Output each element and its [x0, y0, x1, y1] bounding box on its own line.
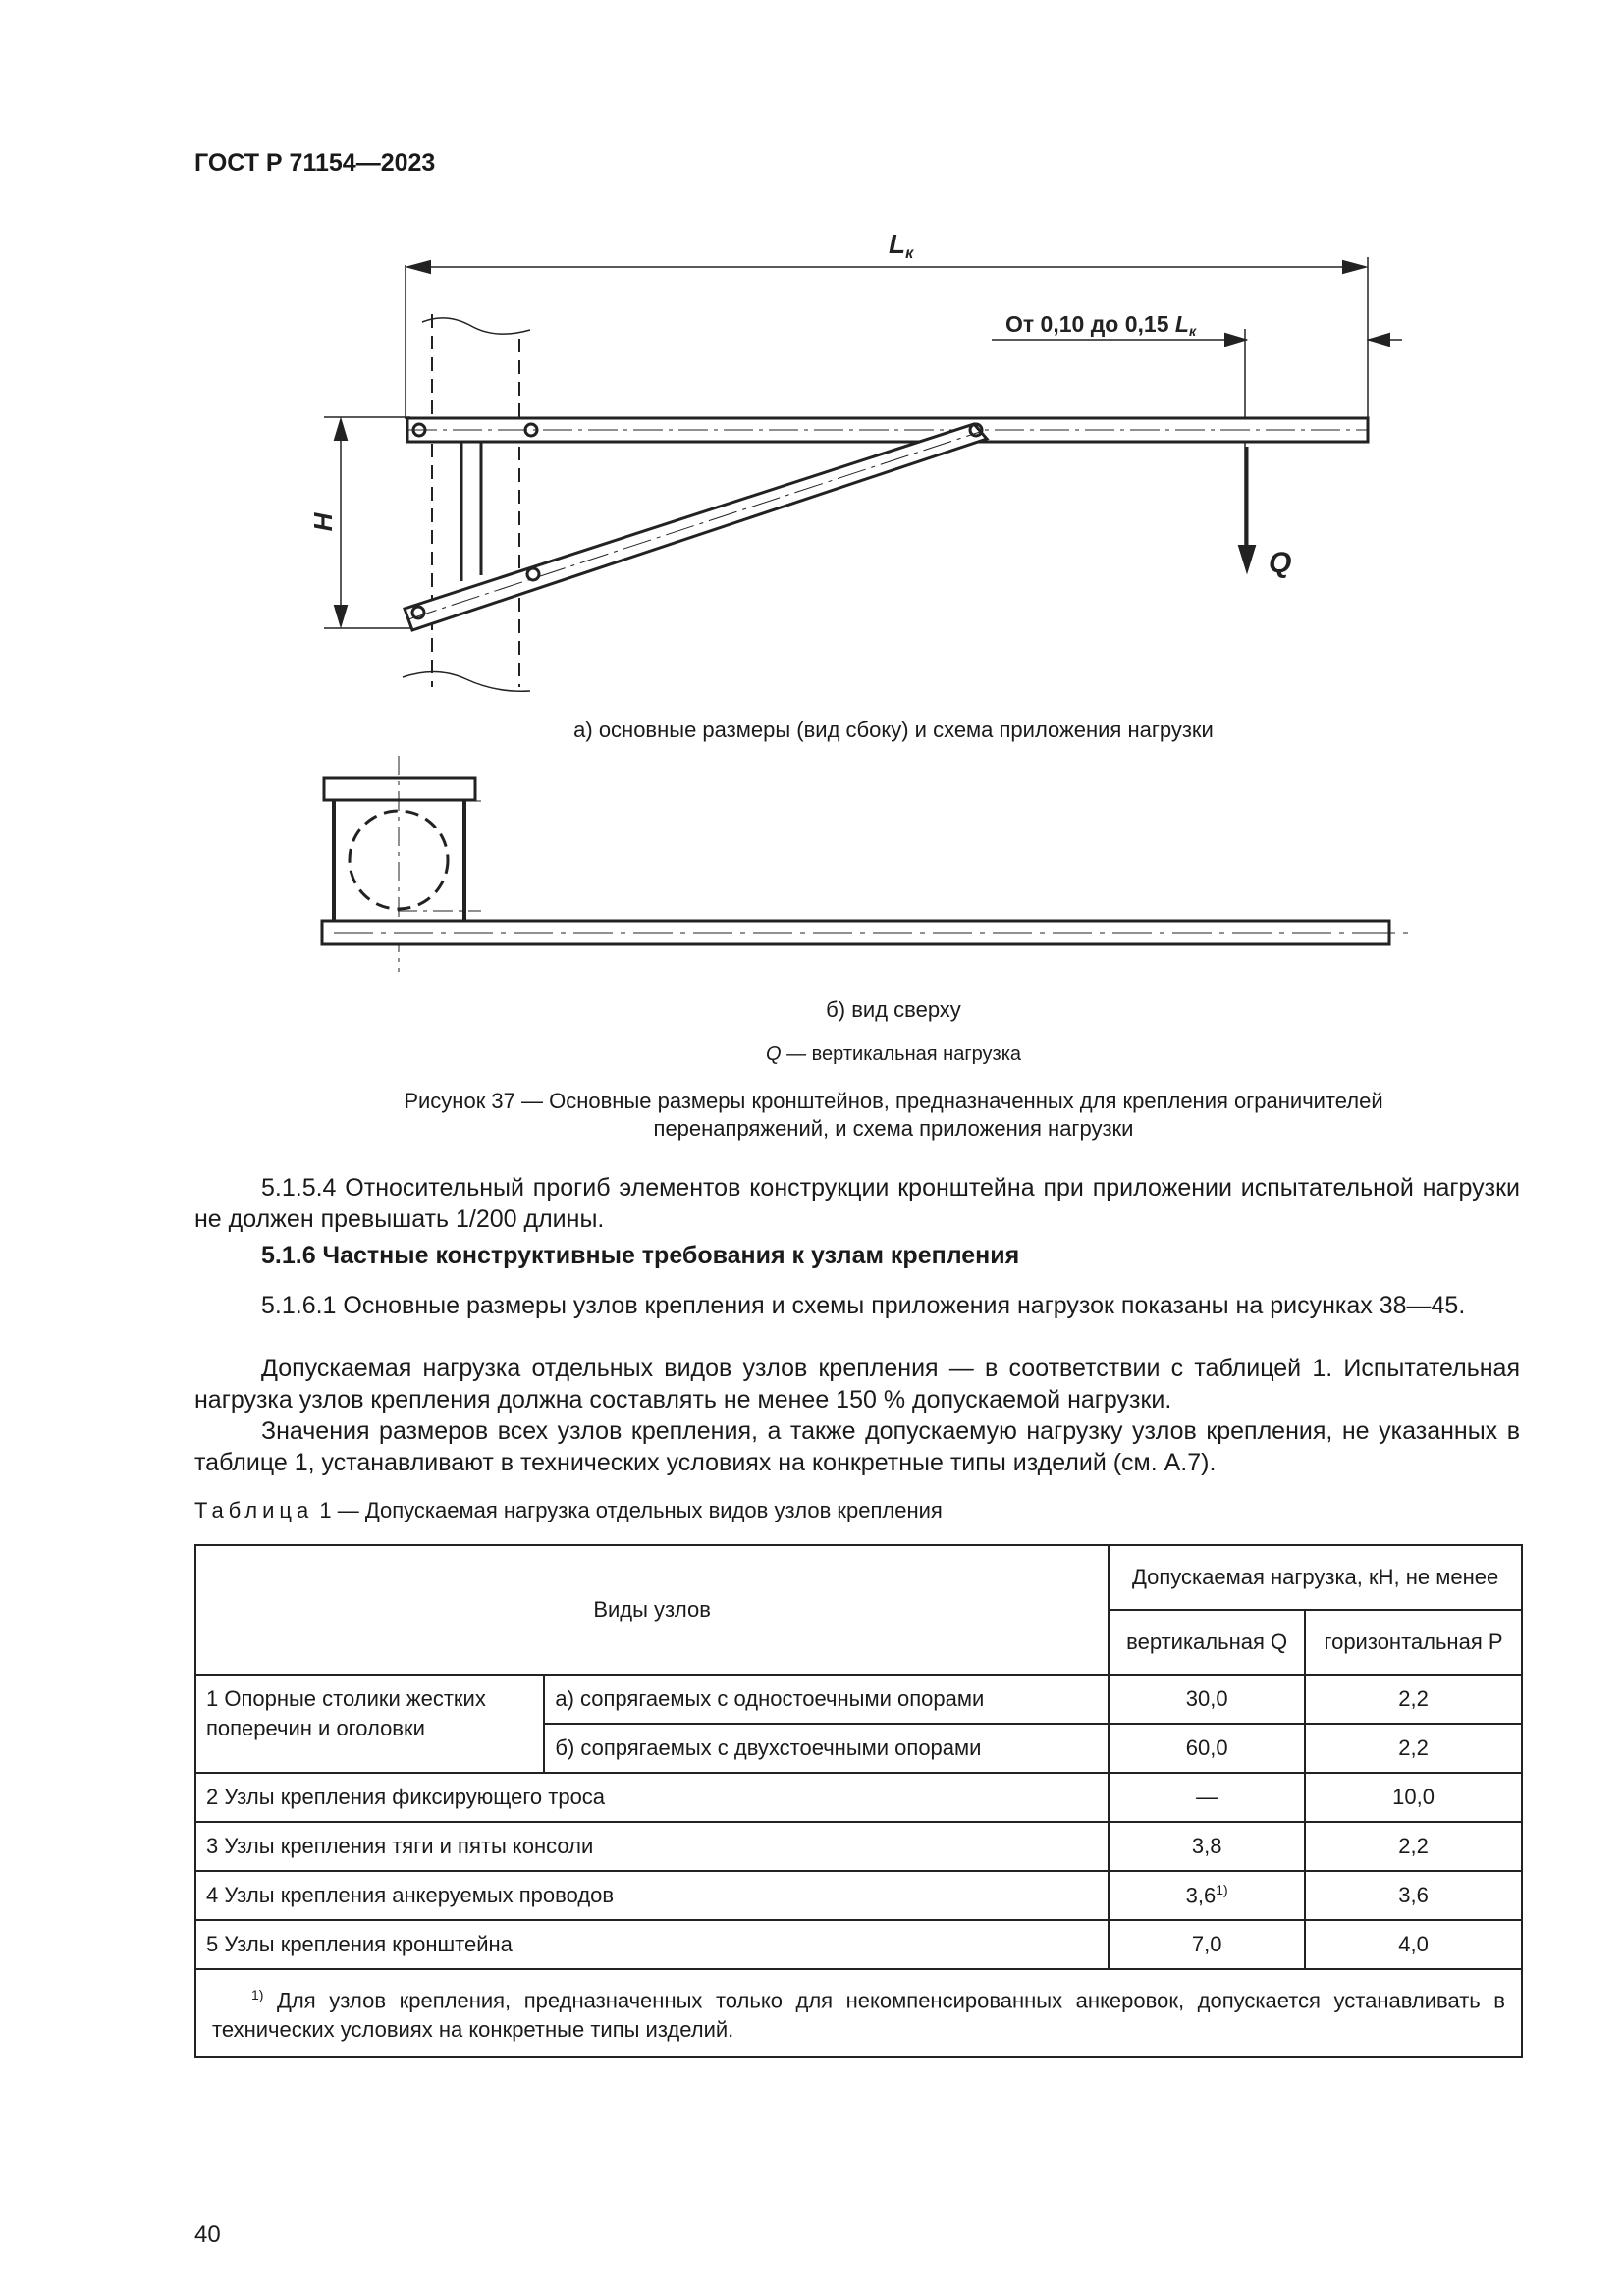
row5-vertical: 7,0 — [1109, 1920, 1305, 1969]
row1a-vertical: 30,0 — [1109, 1675, 1305, 1724]
row2-label: 2 Узлы крепления фиксирующего троса — [195, 1773, 1109, 1822]
table-row — [195, 1675, 1522, 1724]
header-types: Виды узлов — [195, 1545, 1109, 1675]
header-horizontal: горизонтальная P — [1305, 1610, 1522, 1675]
paragraph-5-1-5-4: 5.1.5.4 Относительный прогиб элементов конструкции кронштейна при приложении испытательной нагрузки не должен превышать 1/200 длины. — [194, 1174, 1520, 1233]
row1a-horizontal: 2,2 — [1305, 1675, 1522, 1724]
legend-text: — вертикальная нагрузка — [781, 1043, 1021, 1065]
row4-horizontal: 3,6 — [1305, 1871, 1522, 1920]
legend-symbol: Q — [765, 1043, 782, 1065]
table-title-word: Таблица — [194, 1498, 314, 1522]
table-row — [195, 1773, 1522, 1822]
row4-label: 4 Узлы крепления анкеруемых проводов — [195, 1871, 1109, 1920]
paragraph-dimensions: Значения размеров всех узлов крепления, а также допускаемую нагрузку узлов крепления, не указанных в таблице 1, устанавливают в технических условиях на конкретные типы изделий (см. А.7). — [194, 1417, 1520, 1476]
table-row — [195, 1822, 1522, 1871]
figure-title — [236, 1088, 1551, 1143]
row2-vertical: — — [1109, 1773, 1305, 1822]
lk-label: L — [889, 229, 906, 259]
header-load: Допускаемая нагрузка, кН, не менее — [1109, 1545, 1522, 1610]
row1b-vertical: 60,0 — [1109, 1724, 1305, 1773]
svg-text:От 0,10 до 0,15 Lк — [1005, 311, 1197, 339]
table-title — [194, 1498, 943, 1523]
lk-subscript: к — [905, 245, 914, 262]
table-footnote — [195, 1969, 1522, 2057]
table-row — [195, 1871, 1522, 1920]
row2-horizontal: 10,0 — [1305, 1773, 1522, 1822]
figure-title-line1: Рисунок 37 — Основные размеры кронштейнов, предназначенных для крепления ограничителей — [404, 1089, 1383, 1113]
figure-legend — [589, 1043, 1198, 1066]
offset-label: От 0,10 до 0,15 — [1005, 311, 1175, 337]
table-row — [195, 1920, 1522, 1969]
svg-text:Lк — [889, 229, 914, 262]
document-header: ГОСТ Р 71154—2023 — [194, 149, 436, 177]
footnote-mark: 1) — [251, 1987, 264, 2002]
paragraph-allowable-load: Допускаемая нагрузка отдельных видов узлов крепления — в соответствии с таблицей 1. Испытательная нагрузка узлов крепления должна составлять не менее 150 % допускаемой нагрузки. — [194, 1355, 1520, 1414]
figure-title-line2: перенапряжений, и схема приложения нагрузки — [653, 1116, 1134, 1141]
table-1 — [194, 1544, 1523, 2058]
figure-caption-b: б) вид сверху — [826, 997, 961, 1022]
q-label: Q — [1269, 547, 1292, 579]
row5-horizontal: 4,0 — [1305, 1920, 1522, 1969]
row1-label: 1 Опорные столики жестких поперечин и оголовки — [195, 1675, 544, 1773]
offset-l: L — [1174, 311, 1189, 337]
page-number: 40 — [194, 2221, 221, 2248]
header-vertical: вертикальная Q — [1109, 1610, 1305, 1675]
paragraph-5-1-6-1: 5.1.6.1 Основные размеры узлов крепления и схемы приложения нагрузок показаны на рисунках 38—45. — [261, 1292, 1466, 1319]
row3-vertical: 3,8 — [1109, 1822, 1305, 1871]
row4-vertical: 3,6$^{1)}$ — [1109, 1871, 1305, 1920]
figure-37-drawing — [0, 0, 1624, 1041]
h-label: H — [308, 512, 338, 532]
table-title-rest: 1 — Допускаемая нагрузка отдельных видов узлов крепления — [313, 1498, 943, 1522]
row1b-label: б) сопрягаемых с двухстоечными опорами — [544, 1724, 1109, 1773]
offset-subscript: к — [1188, 323, 1197, 339]
row4-footnote-ref: 1) — [1216, 1882, 1228, 1898]
row1b-horizontal: 2,2 — [1305, 1724, 1522, 1773]
row3-label: 3 Узлы крепления тяги и пяты консоли — [195, 1822, 1109, 1871]
section-heading-5-1-6: 5.1.6 Частные конструктивные требования к узлам крепления — [261, 1242, 1020, 1269]
row5-label: 5 Узлы крепления кронштейна — [195, 1920, 1109, 1969]
figure-caption-a: а) основные размеры (вид сбоку) и схема приложения нагрузки — [573, 718, 1214, 742]
footnote-text: Для узлов крепления, предназначенных только для некомпенсированных анкеровок, допускается устанавливать в технических условиях на конкретные типы изделий. — [212, 1988, 1505, 2043]
row3-horizontal: 2,2 — [1305, 1822, 1522, 1871]
row1a-label: а) сопрягаемых с одностоечными опорами — [544, 1675, 1109, 1724]
